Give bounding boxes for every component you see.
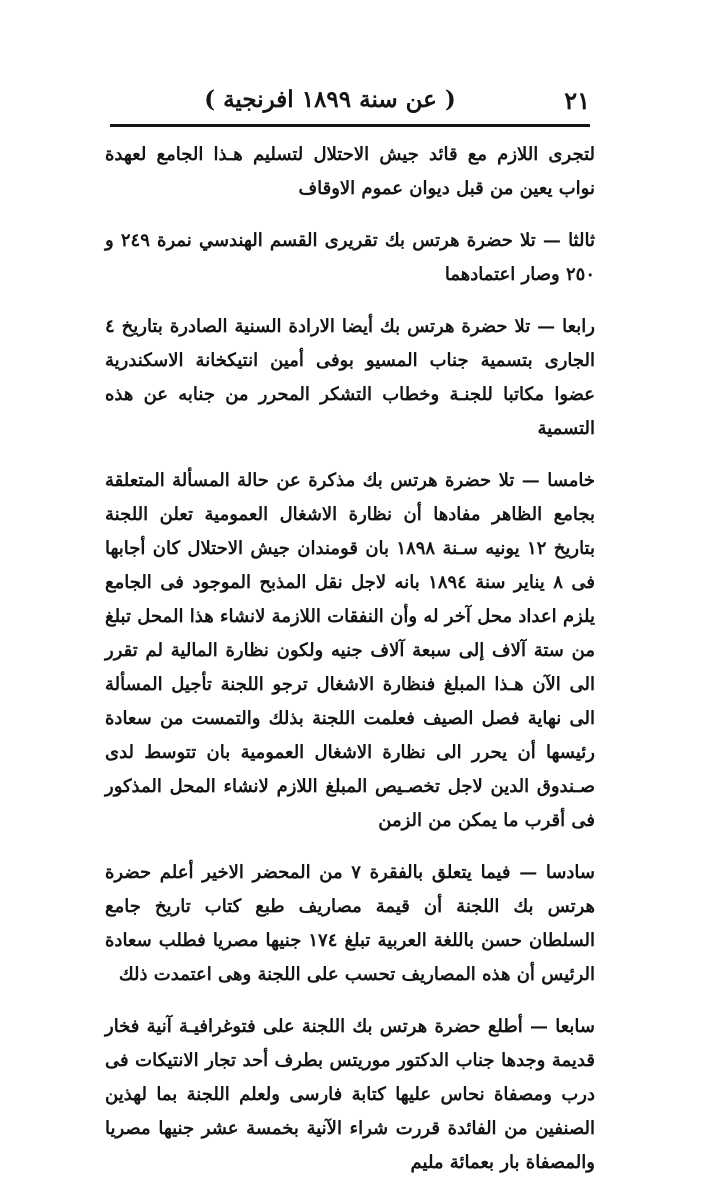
paragraph-text: تلا حضرة هرتس بك تقريرى القسم الهندسي نمرة ٢٤٩ و ٢٥٠ وصار اعتمادهما xyxy=(105,230,595,285)
paragraph-text: فيما يتعلق بالفقرة ٧ من المحضر الاخير أعلم حضرة هرتس بك اللجنة أن قيمة مصاريف طبع كتاب تاريخ جامع السلطان حسن باللغة العربية تبلغ ١٧٤ جنيها مصريا فطلب سعادة الرئيس أن هذه المصاريف تحسب على اللجنة وهى اعتمدت ذلك xyxy=(105,862,596,985)
paragraph-seventh xyxy=(105,1010,595,1180)
paragraph-fifth xyxy=(105,464,595,838)
paragraph-lead: رابعا — xyxy=(537,316,595,337)
paragraph-text: تلا حضرة هرتس بك مذكرة عن حالة المسألة المتعلقة بجامع الظاهر مفادها أن نظارة الاشغال العمومية تعلن اللجنة بتاريخ ١٢ يونيه سـنة ١٨٩٨ بان قومندان جيش الاحتلال كان أجابها فى ٨ يناير سنة ١٨٩٤ بانه لاجل نقل المذبح الموجود فى الجامع يلزم اعداد محل آخر له وأن النفقات اللازمة لانشاء هذا المحل تبلغ من ستة آلاف إلى سبعة آلاف جنيه ولكون نظارة المالية لم تقرر الى الآن هـذا المبلغ فنظارة الاشغال ترجو اللجنة تأجيل المسألة الى نهاية فصل الصيف فعلمت اللجنة بذلك والتمست من سعادة رئيسها أن يحرر الى نظارة الاشغال العمومية بان تتوسط لدى صـندوق الدين لاجل تخصـيص المبلغ اللازم لانشاء المحل المذكور فى أقرب ما يمكن من الزمن xyxy=(105,470,596,831)
paragraph-text: لتجرى اللازم مع قائد جيش الاحتلال لتسليم هـذا الجامع لعهدة نواب يعين من قبل ديوان عموم الاوقاف xyxy=(105,144,595,199)
paragraph-continuation xyxy=(105,138,595,206)
header-rule xyxy=(110,124,590,127)
paragraph-fourth xyxy=(105,310,595,446)
paragraph-lead: سادسا — xyxy=(519,862,596,883)
paragraph-text: أطلع حضرة هرتس بك اللجنة على فتوغرافيـة آنية فخار قديمة وجدها جناب الدكتور موريتس بطرف أحد تجار الانتيكات فى درب ومصفاة نحاس عليها كتابة فارسى ولعلم اللجنة بما لهذين الصنفين من الفائدة قررت شراء الآنية بخمسة عشر جنيها مصريا والمصفاة بار بعمائة مليم xyxy=(105,1016,596,1173)
paragraph-lead: سابعا — xyxy=(529,1016,596,1037)
paragraph-third xyxy=(105,224,595,292)
running-title: ( عن سنة ١٨٩٩ افرنجية ) xyxy=(204,86,456,113)
paragraph-lead: خامسا — xyxy=(521,470,596,491)
page-header xyxy=(110,80,590,120)
paragraph-text: تلا حضرة هرتس بك أيضا الارادة السنية الصادرة بتاريخ ٤ الجارى بتسمية جناب المسيو بوفى أمين انتيكخانة الاسكندرية عضوا مكاتبا للجنـة وخطاب التشكر المحرر من جنابه عن هذه التسمية xyxy=(105,316,595,439)
page-number: ٢١ xyxy=(564,86,590,115)
paragraph-sixth xyxy=(105,856,595,992)
paragraph-lead: ثالثا — xyxy=(542,230,595,251)
body-text xyxy=(105,138,595,1180)
